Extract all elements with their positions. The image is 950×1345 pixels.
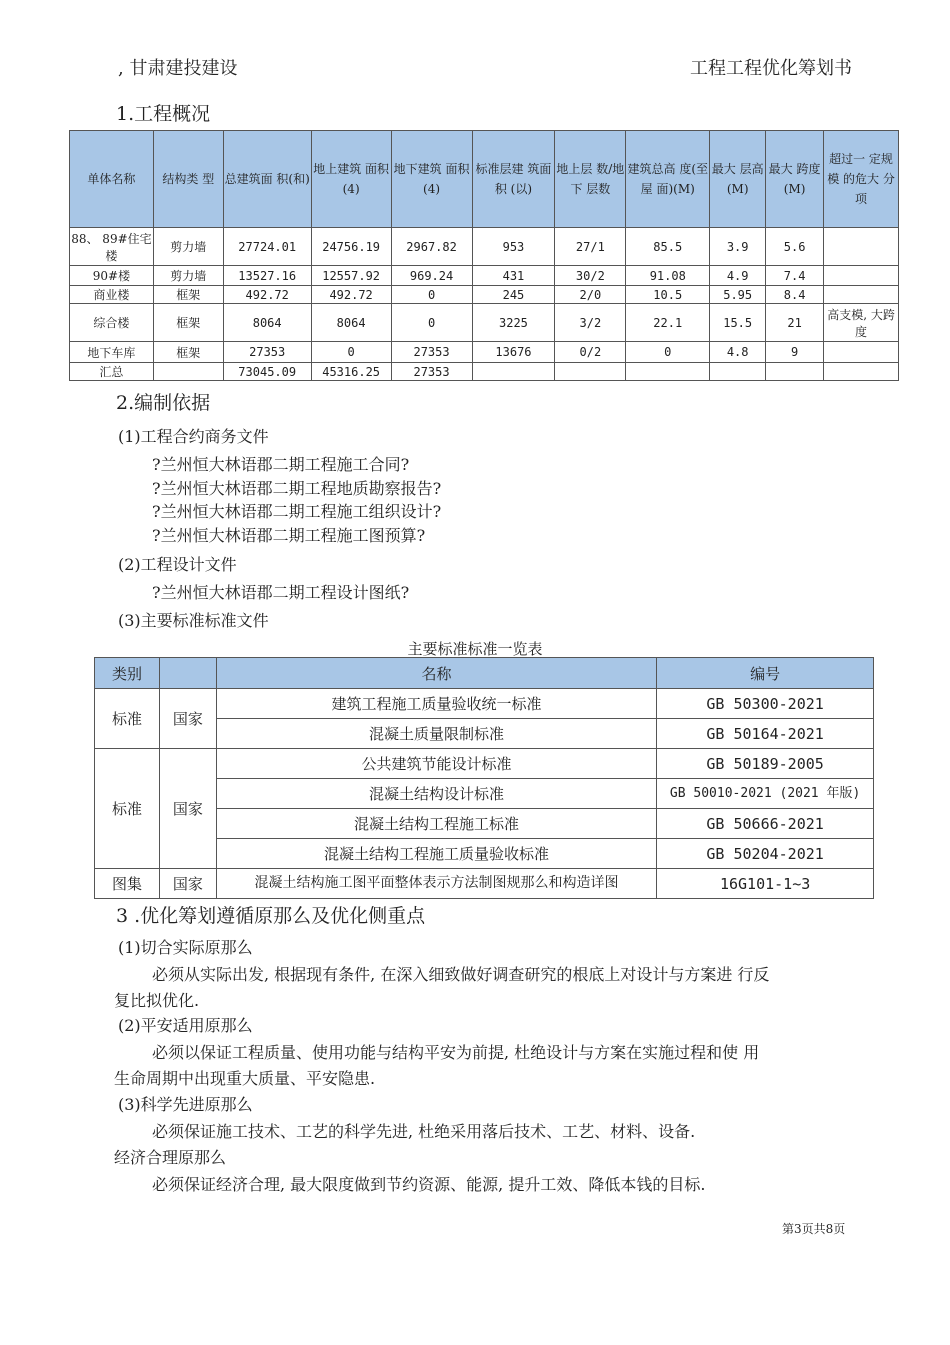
table-cell: 24756.19 [311, 228, 391, 266]
table-cell: 13676 [472, 342, 555, 363]
standard-code: GB 50666-2021 [657, 809, 874, 839]
table-cell: 21 [766, 304, 824, 342]
basis-item: ?兰州恒大林语郡二期工程地质勘察报告? [152, 479, 442, 498]
table-cell: 12557.92 [311, 266, 391, 286]
principle-title: (2)平安适用原那么 [118, 1016, 253, 1035]
table-cell: 0 [391, 286, 472, 304]
table-cell: 5.95 [710, 286, 766, 304]
col-header: 标准层建 筑面积 (以) [472, 131, 555, 228]
table-cell [710, 363, 766, 381]
table-cell [555, 363, 626, 381]
standard-code: GB 50164-2021 [657, 719, 874, 749]
table-cell: 969.24 [391, 266, 472, 286]
category-cell: 标准 [95, 749, 160, 869]
level-cell: 国家 [159, 869, 216, 899]
table-row [70, 286, 899, 304]
table-cell: 30/2 [555, 266, 626, 286]
table-row [70, 228, 899, 266]
col-header: 最大 跨度 (M) [766, 131, 824, 228]
principle-text: 必须保证经济合理, 最大限度做到节约资源、能源, 提升工效、降低本钱的目标. [152, 1175, 706, 1194]
table-cell [472, 363, 555, 381]
table-cell: 剪力墙 [153, 228, 223, 266]
header-left: , 甘肃建投建设 [118, 58, 238, 79]
col-header: 超过一 定规模 的危大 分项 [824, 131, 899, 228]
table-cell: 0/2 [555, 342, 626, 363]
table-cell: 431 [472, 266, 555, 286]
table-cell: 0 [391, 304, 472, 342]
table-cell: 492.72 [311, 286, 391, 304]
table-cell: 7.4 [766, 266, 824, 286]
standard-name: 混凝土结构工程施工质量验收标准 [216, 839, 656, 869]
table-row [95, 749, 874, 779]
table-row [95, 689, 874, 719]
table-cell: 5.6 [766, 228, 824, 266]
table-cell: 8.4 [766, 286, 824, 304]
principle-text: 必须从实际出发, 根据现有条件, 在深入细致做好调查研究的根底上对设计与方案进 行反 [152, 965, 770, 984]
table-cell [824, 363, 899, 381]
standard-name: 混凝土结构施工图平面整体表示方法制图规那么和构造详图 [216, 869, 656, 899]
table-cell [824, 286, 899, 304]
table-cell: 4.8 [710, 342, 766, 363]
basis-item: ?兰州恒大林语郡二期工程设计图纸? [152, 583, 410, 602]
col-header: 结构类 型 [153, 131, 223, 228]
table-cell: 3225 [472, 304, 555, 342]
table-cell: 4.9 [710, 266, 766, 286]
col-header: 地下建筑 面积(4) [391, 131, 472, 228]
section2-title: 2.编制依据 [116, 392, 211, 414]
table-cell: 综合楼 [70, 304, 154, 342]
table-cell: 953 [472, 228, 555, 266]
table-cell: 0 [626, 342, 710, 363]
principle-title: (1)切合实际原那么 [118, 938, 253, 957]
table-cell: 地下车库 [70, 342, 154, 363]
table-cell: 73045.09 [223, 363, 311, 381]
level-cell: 国家 [159, 689, 216, 749]
principle-text: 生命周期中出现重大质量、平安隐患. [114, 1069, 376, 1088]
table-cell: 90#楼 [70, 266, 154, 286]
table-row [70, 266, 899, 286]
col-header: 名称 [216, 658, 656, 689]
overview-header-row [70, 131, 899, 228]
standard-name: 公共建筑节能设计标准 [216, 749, 656, 779]
standard-code: GB 50204-2021 [657, 839, 874, 869]
col-header: 地上建筑 面积(4) [311, 131, 391, 228]
table-cell: 3/2 [555, 304, 626, 342]
table-cell: 13527.16 [223, 266, 311, 286]
table-cell: 492.72 [223, 286, 311, 304]
table-cell: 85.5 [626, 228, 710, 266]
table-cell: 22.1 [626, 304, 710, 342]
standard-name: 混凝土结构工程施工标准 [216, 809, 656, 839]
standard-name: 混凝土质量限制标准 [216, 719, 656, 749]
col-header: 总建筑面 积(和) [223, 131, 311, 228]
header-right: 工程工程优化筹划书 [690, 58, 852, 79]
table-cell [824, 228, 899, 266]
table-row [70, 304, 899, 342]
principle-title: (3)科学先进原那么 [118, 1095, 253, 1114]
table-cell: 高支模, 大跨度 [824, 304, 899, 342]
table-cell: 8064 [311, 304, 391, 342]
table-cell [824, 266, 899, 286]
basis-item: ?兰州恒大林语郡二期工程施工合同? [152, 455, 410, 474]
table-cell: 27353 [391, 363, 472, 381]
col-header: 地上层 数/地下 层数 [555, 131, 626, 228]
table-cell: 91.08 [626, 266, 710, 286]
table-caption: 主要标准标准一览表 [407, 640, 543, 658]
standard-code: GB 50010-2021 (2021 年版) [657, 779, 874, 809]
table-cell [824, 342, 899, 363]
overview-table [69, 130, 899, 381]
category-cell: 标准 [95, 689, 160, 749]
table-cell: 8064 [223, 304, 311, 342]
section2-sub2: (2)工程设计文件 [118, 555, 237, 574]
table-cell: 27724.01 [223, 228, 311, 266]
table-cell: 27/1 [555, 228, 626, 266]
standards-header-row [95, 658, 874, 689]
table-cell: 27353 [223, 342, 311, 363]
principle-text: 必须以保证工程质量、使用功能与结构平安为前提, 杜绝设计与方案在实施过程和使 用 [152, 1043, 760, 1062]
table-cell: 10.5 [626, 286, 710, 304]
col-header: 编号 [657, 658, 874, 689]
principle-text: 必须保证施工技术、工艺的科学先进, 杜绝采用落后技术、工艺、材料、设备. [152, 1122, 696, 1141]
principle-title: 经济合理原那么 [114, 1148, 227, 1167]
table-cell: 汇总 [70, 363, 154, 381]
col-header: 最大 层高 (M) [710, 131, 766, 228]
table-cell: 45316.25 [311, 363, 391, 381]
table-cell: 27353 [391, 342, 472, 363]
standards-table [94, 657, 874, 899]
table-cell [766, 363, 824, 381]
col-header: 建筑总高 度(至屋 面)(M) [626, 131, 710, 228]
level-cell: 国家 [159, 749, 216, 869]
table-cell: 15.5 [710, 304, 766, 342]
table-cell: 9 [766, 342, 824, 363]
section1-title: 1.工程概况 [116, 103, 211, 125]
table-cell: 商业楼 [70, 286, 154, 304]
table-cell [153, 363, 223, 381]
table-cell [626, 363, 710, 381]
section3-title: 3 .优化筹划遵循原那么及优化侧重点 [116, 905, 426, 927]
standard-name: 混凝土结构设计标准 [216, 779, 656, 809]
table-cell: 框架 [153, 304, 223, 342]
section2-sub3: (3)主要标准标准文件 [118, 611, 269, 630]
table-cell: 剪力墙 [153, 266, 223, 286]
table-row [95, 869, 874, 899]
standard-code: 16G101-1~3 [657, 869, 874, 899]
page-number: 第3页共8页 [782, 1222, 846, 1236]
standard-name: 建筑工程施工质量验收统一标准 [216, 689, 656, 719]
standard-code: GB 50189-2005 [657, 749, 874, 779]
col-header: 单体名称 [70, 131, 154, 228]
table-cell: 3.9 [710, 228, 766, 266]
section2-sub1: (1)工程合约商务文件 [118, 427, 269, 446]
table-row [70, 363, 899, 381]
table-cell: 框架 [153, 342, 223, 363]
table-cell: 0 [311, 342, 391, 363]
table-cell: 245 [472, 286, 555, 304]
col-header: 类别 [95, 658, 160, 689]
table-cell: 2967.82 [391, 228, 472, 266]
basis-item: ?兰州恒大林语郡二期工程施工组织设计? [152, 502, 442, 521]
col-header [159, 658, 216, 689]
table-row [70, 342, 899, 363]
table-cell: 88、 89#住宅楼 [70, 228, 154, 266]
table-cell: 框架 [153, 286, 223, 304]
standard-code: GB 50300-2021 [657, 689, 874, 719]
principle-text: 复比拟优化. [114, 991, 200, 1010]
basis-item: ?兰州恒大林语郡二期工程施工图预算? [152, 526, 426, 545]
table-cell: 2/0 [555, 286, 626, 304]
category-cell: 图集 [95, 869, 160, 899]
